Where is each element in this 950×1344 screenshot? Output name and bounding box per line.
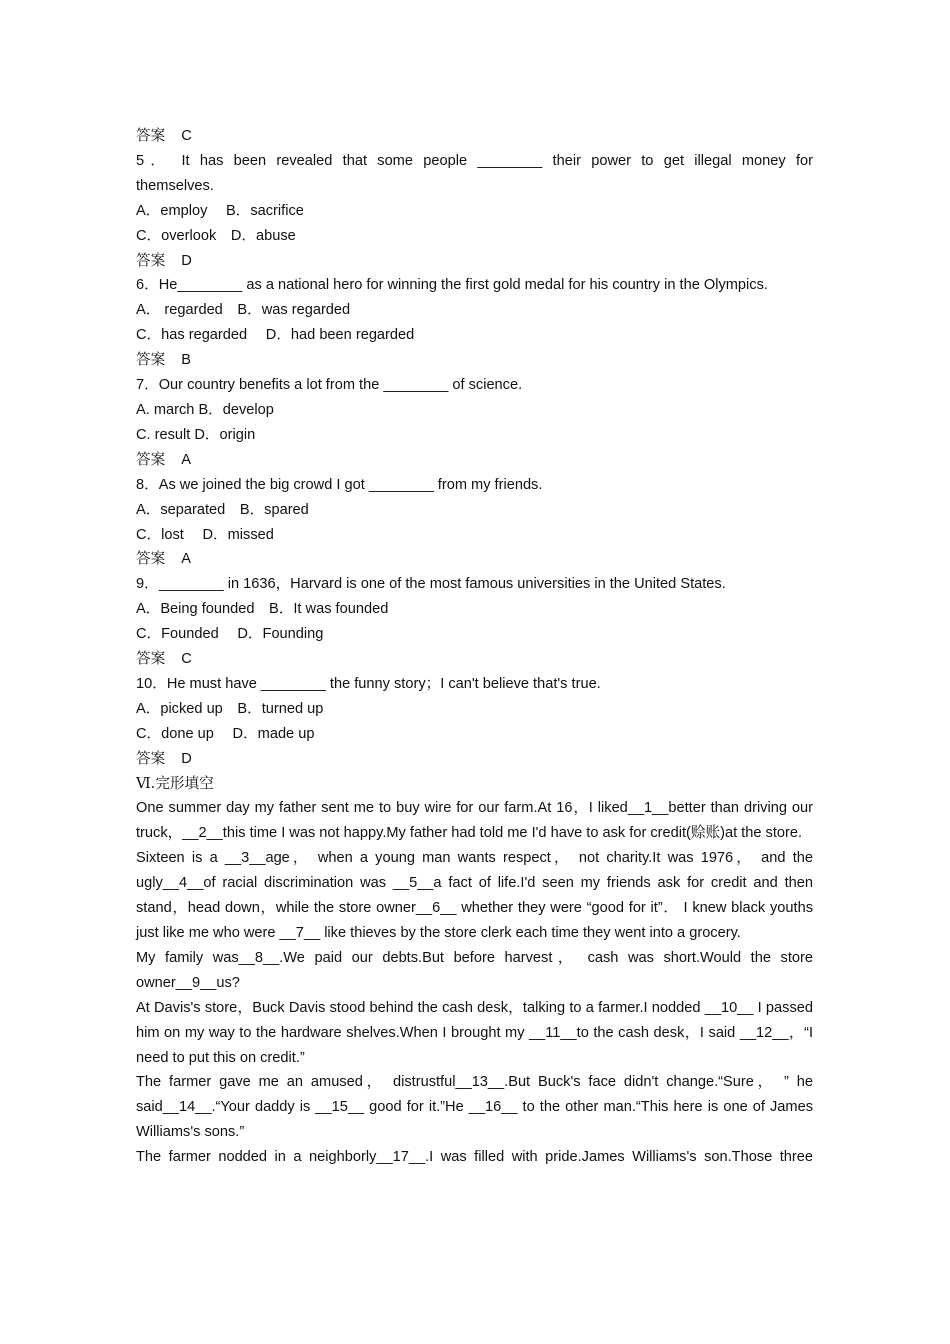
option-line: A. march B．develop: [136, 401, 274, 418]
option-line: C．lost D．missed: [136, 526, 274, 543]
cloze-paragraph: My family was__8__.We paid our debts.But before harvest， cash was short.Would the store owner__9__us?: [136, 949, 813, 991]
question-line: 10．He must have ________ the funny story；I can't believe that's true.: [136, 675, 601, 692]
answer-label: 答案: [136, 251, 166, 269]
answer-line: [136, 124, 813, 149]
question-line: 6．He________ as a national hero for winning the first gold medal for his country in the Olympics.: [136, 277, 768, 294]
answer-line: [136, 547, 813, 572]
answer-label: 答案: [136, 650, 166, 668]
answer-value: B: [181, 352, 191, 369]
question-line: 8．As we joined the big crowd I got ________ from my friends.: [136, 476, 543, 493]
answer-value: D: [181, 252, 192, 269]
question-line: 9．________ in 1636，Harvard is one of the most famous universities in the United States.: [136, 576, 726, 593]
answer-label: 答案: [136, 450, 166, 468]
cloze-paragraph: At Davis's store，Buck Davis stood behind the cash desk，talking to a farmer.I nodded __10__ I passed him on my way to the hardware shelves.When I brought my __11__to the cash desk，I said __12__，“I need to put this on credit.”: [136, 999, 813, 1066]
option-line: C．overlook D．abuse: [136, 227, 296, 244]
answer-value: C: [181, 128, 192, 144]
answer-label: 答案: [136, 749, 166, 767]
question-line: 5． It has been revealed that some people ________ their power to get illegal money for: [136, 152, 813, 169]
option-line: C．has regarded D．had been regarded: [136, 327, 415, 344]
answer-value: A: [181, 451, 191, 468]
answer-value: A: [181, 551, 191, 568]
option-line: A．picked up B．turned up: [136, 700, 324, 717]
option-line: A．separated B．spared: [136, 501, 309, 518]
option-line: A． regarded B．was regarded: [136, 302, 351, 319]
cloze-paragraph: One summer day my father sent me to buy wire for our farm.At 16，I liked__1__better than driving our truck，__2__this time I was not happy.My father had told me I'd have to ask for credit(赊账)at the store.: [136, 800, 813, 842]
answer-value: D: [181, 750, 192, 767]
document-body: [136, 124, 813, 1170]
answer-value: C: [181, 651, 192, 668]
option-line: C. result D．origin: [136, 426, 256, 443]
section-heading: Ⅵ.完形填空: [136, 774, 214, 792]
cloze-paragraph-partial: The farmer nodded in a neighborly__17__.I was filled with pride.James Williams's son.Those three: [136, 1149, 813, 1166]
option-line: A．Being founded B．It was founded: [136, 601, 389, 618]
answer-label: 答案: [136, 550, 166, 568]
answer-line: [136, 249, 813, 274]
option-line: A．employ B．sacrifice: [136, 202, 304, 219]
answer-label: 答案: [136, 351, 166, 369]
option-line: C．Founded D．Founding: [136, 626, 324, 643]
question-line: 7．Our country benefits a lot from the ________ of science.: [136, 377, 523, 394]
answer-line: [136, 647, 813, 672]
cloze-paragraph: The farmer gave me an amused， distrustful__13__.But Buck's face didn't change.“Sure， ” he said__14__.“Your daddy is __15__ good for it.”He __16__ to the other man.“This here is one of James Williams's sons.”: [136, 1074, 813, 1141]
answer-line: [136, 448, 813, 473]
answer-line: [136, 348, 813, 373]
question-line: themselves.: [136, 177, 214, 194]
answer-line: [136, 747, 813, 772]
option-line: C．done up D．made up: [136, 725, 315, 742]
answer-label: 答案: [136, 127, 166, 144]
cloze-paragraph: Sixteen is a __3__age， when a young man wants respect， not charity.It was 1976， and the ugly__4__of racial discrimination was __5__a fact of life.I'd seen my friends ask for credit and then stand，head down，while the store owner__6__ whether they were “good for it”． I knew black youths just like me who were __7__ like thieves by the store clerk each time they went into a grocery.: [136, 850, 813, 941]
